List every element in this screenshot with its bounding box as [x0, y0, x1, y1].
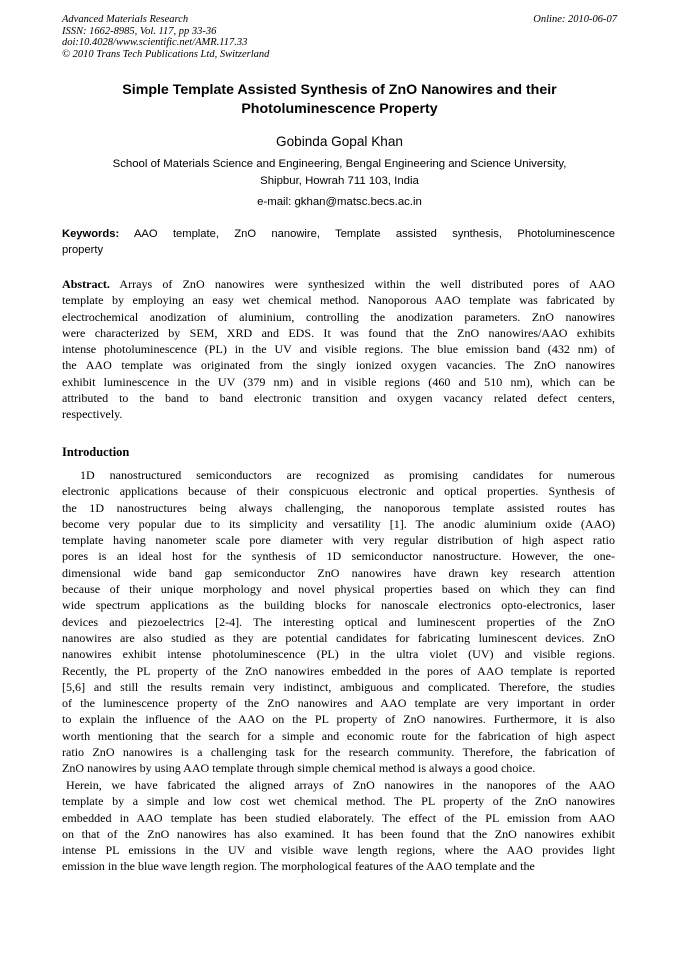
keywords-label: Keywords: — [62, 228, 120, 240]
paragraph-line: of the luminescence property of the ZnO nanowires and AAO template are very important in order — [62, 696, 615, 711]
paper-title — [62, 81, 617, 119]
paragraph-line: on that of the ZnO nanowires has also examined. It has been found that the ZnO nanowires exhibit — [62, 826, 615, 841]
online-date: Online: 2010-06-07 — [533, 14, 617, 25]
abstract-line: were characterized by SEM, XRD and EDS. It was found that the ZnO nanowires/AAO exhibits — [62, 325, 615, 340]
paragraph-line: worth mentioning that the search for a simple and economic route for the fabrication of high aspect — [62, 728, 615, 743]
paragraph-line: become very popular due to its simplicity and versatility [1]. The anodic aluminium oxide (AAO) — [62, 516, 615, 531]
paragraph-line: because of their unique morphology and novel physical properties based on which they can find — [62, 582, 615, 597]
author-name: Gobinda Gopal Khan — [276, 134, 403, 149]
affiliation — [62, 156, 617, 190]
abstract-line: electrochemical anodization of aluminium, controlling the anodization parameters. ZnO nanowires — [62, 309, 615, 324]
paragraph-line: to explain the influence of the AAO on the PL property of ZnO nanowires. Furthermore, it is also — [62, 712, 615, 727]
author-email: e-mail: gkhan@matsc.becs.ac.in — [257, 196, 422, 208]
paragraph-line: template having nanometer scale pore diameter with very regular distribution of high aspect ratio — [62, 533, 615, 548]
copyright-line: © 2010 Trans Tech Publications Ltd, Switzerland — [62, 48, 270, 60]
paragraph-line: dimensional wide band gap semiconductor ZnO nanowires have drawn key research attention — [62, 565, 615, 580]
introduction-paragraph-2 — [62, 777, 615, 875]
journal-name: Advanced Materials Research — [62, 14, 189, 25]
abstract-line: Abstract. Arrays of ZnO nanowires were synthesized within the well distributed pores of AAO — [62, 277, 615, 291]
abstract-line: respectively. — [62, 407, 123, 422]
paragraph-line: ratio ZnO nanowires is a challenging task for the research community. Therefore, the fabrication of — [62, 745, 615, 760]
keywords-section — [62, 227, 615, 258]
paragraph-line: wide spectrum applications as the building blocks for nanoscale electronics opto-electronics, laser — [62, 598, 615, 613]
paragraph-line: [5,6] and still the results remain very indistinct, ambiguous and complicated. Therefore, the studies — [62, 679, 615, 694]
abstract — [62, 276, 615, 423]
publication-info — [62, 14, 269, 60]
paragraph-line: embedded in AAO template has been studied elaborately. The effect of the PL emission from AAO — [62, 810, 615, 825]
paragraph-line: ZnO nanowires by using AAO template through simple chemical method is always a good choice. — [62, 761, 536, 776]
paragraph-line: intense PL emissions in the UV and visible wave length regions, where the AAO provides light — [62, 843, 615, 858]
keywords-text-1: AAO template, ZnO nanowire, Template assisted synthesis, Photoluminescence — [133, 228, 615, 240]
paragraph-line: the 1D nanostructures being always challenging, the nanoporous template assisted routes has — [62, 500, 615, 515]
introduction-heading: Introduction — [62, 445, 130, 459]
paragraph-line: Recently, the PL property of the ZnO nanowires embedded in the pores of AAO template is reported — [62, 663, 615, 678]
paragraph-line: pores is an ideal host for the synthesis of 1D semiconductor nanostructure. However, the one- — [62, 549, 615, 564]
abstract-line: intense photoluminescence (PL) in the UV and visible regions. The blue emission band (432 nm) of — [62, 342, 615, 357]
paragraph-line: electronic applications because of their conspicuous electronic and optical properties. Synthesis of — [62, 484, 615, 499]
issn-line: ISSN: 1662-8985, Vol. 117, pp 33-36 — [62, 25, 217, 37]
affiliation-line-2: Shipbur, Howrah 711 103, India — [260, 175, 419, 187]
paragraph-line: emission in the blue wave length region. The morphological features of the AAO template and the — [62, 859, 535, 874]
abstract-line: attributed to the band to band electronic transition and oxygen vacancy related defect centers, — [62, 391, 615, 406]
title-line-1: Simple Template Assisted Synthesis of ZnO Nanowires and their — [122, 82, 557, 98]
introduction-paragraph-1 — [62, 467, 615, 777]
paragraph-line: Herein, we have fabricated the aligned arrays of ZnO nanowires in the nanopores of the AAO — [66, 778, 615, 792]
abstract-line: template by employing an easy wet chemical method. Nanoporous AAO template was fabricated by — [62, 293, 615, 308]
affiliation-line-1: School of Materials Science and Engineering, Bengal Engineering and Science University, — [112, 158, 567, 170]
abstract-line: the AAO template was originated from the singly ionized oxygen vacancies. The ZnO nanowires — [62, 358, 615, 373]
abstract-line: exhibit luminescence in the UV (379 nm) and in visible regions (460 and 510 nm), which can be — [62, 374, 615, 389]
title-line-2: Photoluminescence Property — [241, 101, 438, 117]
abstract-label: Abstract. — [62, 277, 110, 291]
keywords-line-2: property — [62, 243, 104, 256]
paragraph-line: nanowires are also studied as they are potential candidates for fabricating luminescent devices. ZnO — [62, 630, 615, 645]
doi-line: doi:10.4028/www.scientific.net/AMR.117.33 — [62, 37, 248, 48]
paragraph-line: 1D nanostructured semiconductors are recognized as promising candidates for numerous — [80, 468, 615, 482]
paragraph-line: template by a simple and low cost wet chemical method. The PL property of the ZnO nanowires — [62, 794, 615, 809]
keywords-line-1 — [62, 227, 615, 243]
paragraph-line: devices and piezoelectrics [2-4]. The interesting optical and luminescent properties of the ZnO — [62, 614, 615, 629]
paragraph-line: nanowires exhibit intense photoluminescence (PL) in the ultra violet (UV) and visible regions. — [62, 647, 615, 662]
